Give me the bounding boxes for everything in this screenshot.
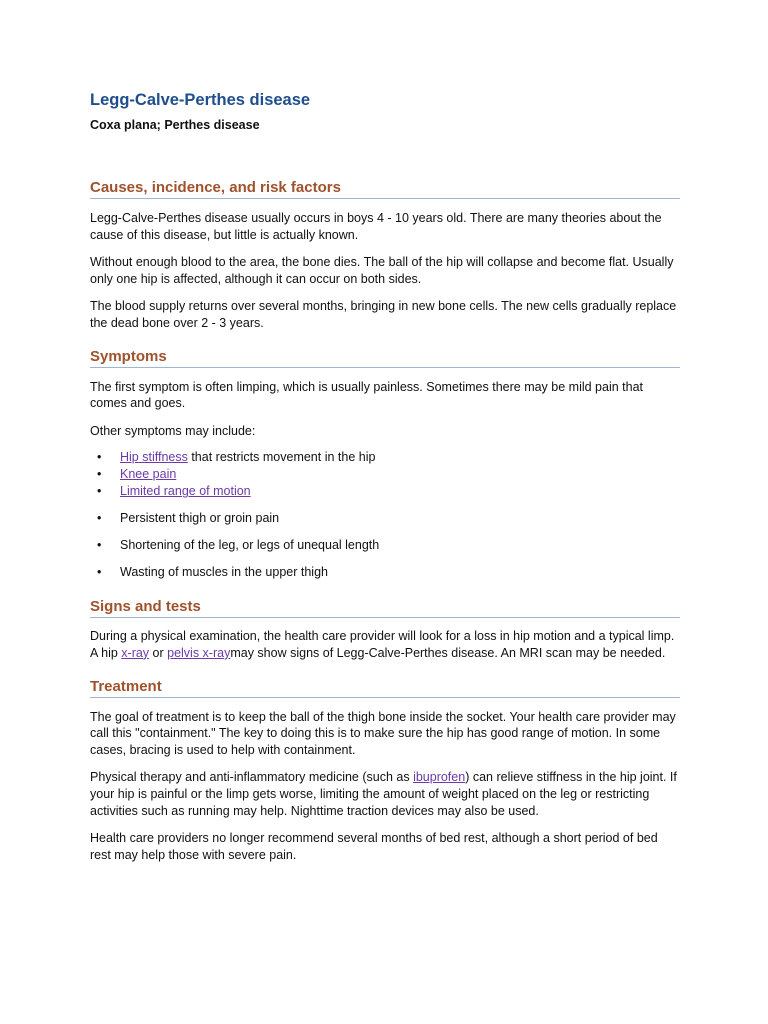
bullet-icon: • bbox=[97, 565, 102, 580]
list-item bbox=[90, 564, 680, 581]
bullet-icon: • bbox=[97, 538, 102, 553]
signs-text: During a physical examination, the health care provider will look for a loss in hip motion and a typical limp. A hip bbox=[90, 629, 675, 660]
signs-text: or bbox=[149, 645, 168, 660]
heading-treatment: Treatment bbox=[90, 677, 680, 698]
limited-range-of-motion-link[interactable]: Limited range of motion bbox=[120, 484, 251, 499]
causes-paragraph-3: The blood supply returns over several months, bringing in new bone cells. The new cells gradually replace the dead bone over 2 - 3 years. bbox=[90, 299, 677, 330]
hip-stiffness-link[interactable]: Hip stiffness bbox=[120, 450, 188, 465]
list-item bbox=[90, 449, 680, 466]
list-item-text: Persistent thigh or groin pain bbox=[120, 511, 280, 526]
causes-paragraph-2: Without enough blood to the area, the bone dies. The ball of the hip will collapse and become flat. Usually only one hip is affected, although it can occur on both sides. bbox=[90, 255, 674, 286]
page-subtitle: Coxa plana; Perthes disease bbox=[90, 118, 260, 132]
treatment-paragraph-1: The goal of treatment is to keep the ball of the thigh bone inside the socket. Your health care provider may call this "containment." The key to doing this is to make sure the hip has good range of motion. In some cases, bracing is used to help with containment. bbox=[90, 709, 676, 757]
bullet-icon: • bbox=[97, 450, 102, 465]
treatment-text: Physical therapy and anti-inflammatory medicine (such as bbox=[90, 770, 414, 785]
list-item-text: that restricts movement in the hip bbox=[187, 450, 376, 465]
heading-causes: Causes, incidence, and risk factors bbox=[90, 178, 680, 199]
pelvis-x-ray-link[interactable]: pelvis x-ray bbox=[167, 645, 231, 660]
symptoms-list bbox=[90, 449, 680, 581]
signs-paragraph bbox=[90, 628, 680, 661]
heading-symptoms: Symptoms bbox=[90, 347, 680, 368]
list-item-text: Shortening of the leg, or legs of unequal length bbox=[120, 538, 380, 553]
page-title: Legg-Calve-Perthes disease bbox=[90, 91, 311, 109]
knee-pain-link[interactable]: Knee pain bbox=[120, 467, 177, 482]
treatment-paragraph-3: Health care providers no longer recommend several months of bed rest, although a short period of bed rest may help those with severe pain. bbox=[90, 831, 658, 862]
symptoms-paragraph-2: Other symptoms may include: bbox=[90, 423, 256, 438]
causes-paragraph-1: Legg-Calve-Perthes disease usually occurs in boys 4 - 10 years old. There are many theories about the cause of this disease, but little is actually known. bbox=[90, 211, 662, 242]
bullet-icon: • bbox=[97, 467, 102, 482]
list-item-text: Wasting of muscles in the upper thigh bbox=[120, 565, 328, 580]
bullet-icon: • bbox=[97, 511, 102, 526]
list-item bbox=[90, 483, 680, 500]
treatment-paragraph-2 bbox=[90, 769, 680, 819]
article bbox=[90, 90, 680, 863]
list-item bbox=[90, 466, 680, 483]
list-item bbox=[90, 510, 680, 527]
signs-text: may show signs of Legg-Calve-Perthes disease. An MRI scan may be needed. bbox=[230, 645, 666, 660]
treatment-text: ) can relieve stiffness in the hip joint. If your hip is painful or the limp gets worse, limiting the amount of weight placed on the leg or restricting activities such as running may help. Nighttime traction devices may also be used. bbox=[90, 770, 677, 818]
bullet-icon: • bbox=[97, 484, 102, 499]
x-ray-link[interactable]: x-ray bbox=[121, 645, 150, 660]
symptoms-paragraph-1: The first symptom is often limping, which is usually painless. Sometimes there may be mild pain that comes and goes. bbox=[90, 379, 644, 411]
heading-signs-and-tests: Signs and tests bbox=[90, 597, 680, 618]
list-item bbox=[90, 537, 680, 554]
ibuprofen-link[interactable]: ibuprofen bbox=[413, 770, 466, 785]
